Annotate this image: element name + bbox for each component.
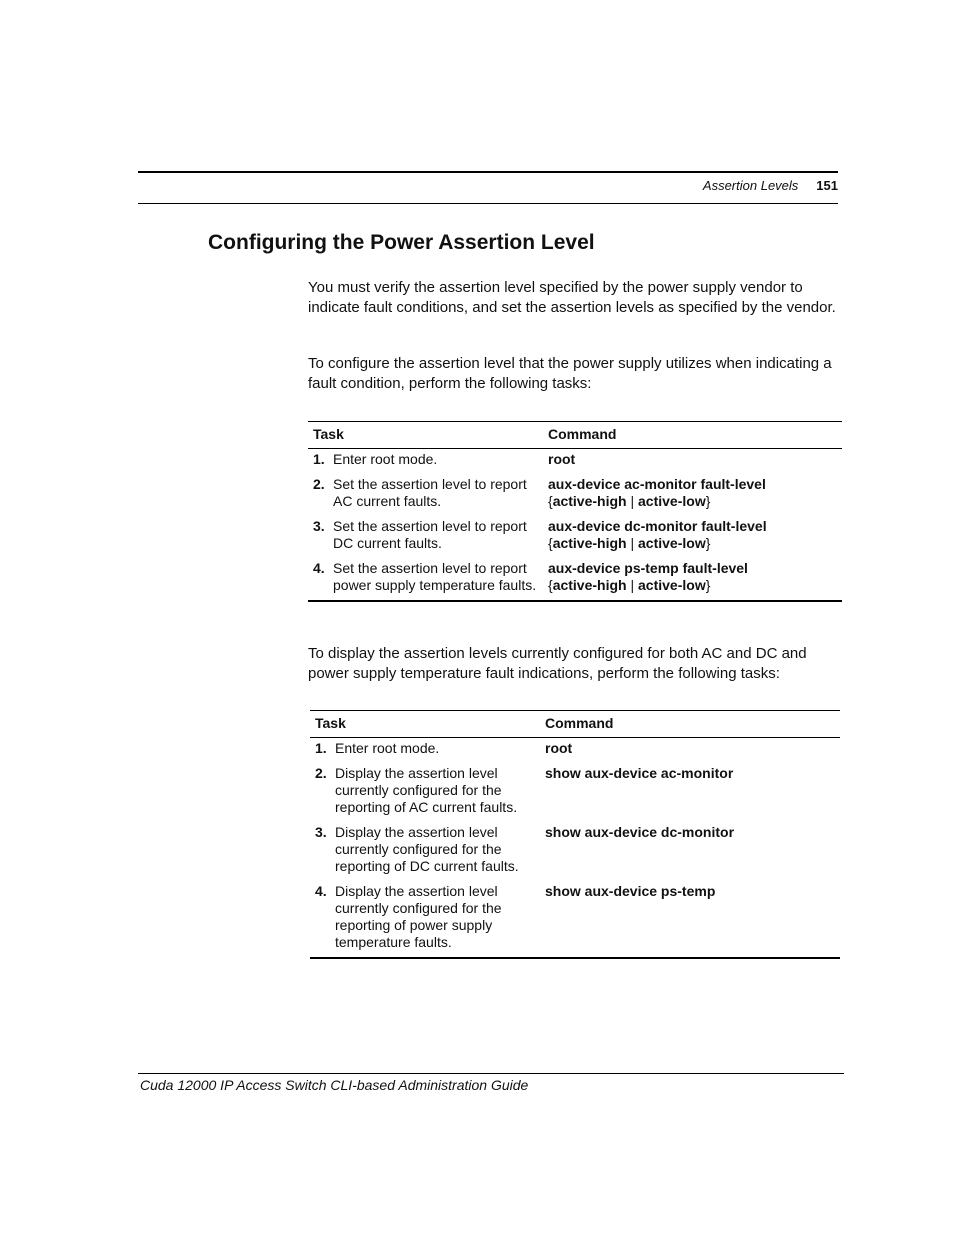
step-number: 2. — [315, 765, 327, 781]
step-number: 2. — [313, 476, 325, 492]
option-active-low: active-low — [638, 535, 706, 551]
configure-table — [308, 421, 842, 602]
command-options: {active-high | active-low} — [548, 535, 711, 551]
step-number: 3. — [315, 824, 327, 840]
command-text: show aux-device ac-monitor — [545, 765, 734, 781]
command-text: aux-device ac-monitor fault-level — [548, 476, 766, 492]
footer-rule — [138, 1073, 844, 1074]
table-row — [308, 476, 842, 518]
header-bottom-rule — [138, 203, 838, 204]
task-text: Display the assertion level currently configured for the reporting of power supply temperature faults. — [335, 883, 502, 950]
table-row — [308, 560, 842, 601]
running-header — [703, 178, 838, 193]
table-row — [310, 765, 840, 824]
task-text: Set the assertion level to report power supply temperature faults. — [333, 560, 537, 593]
step-number: 1. — [315, 740, 327, 756]
task-column-header: Task — [310, 711, 540, 738]
display-table — [310, 710, 840, 959]
step-number: 4. — [315, 883, 327, 899]
table-row — [310, 738, 840, 766]
option-active-high: active-high — [552, 493, 627, 509]
page-title: Configuring the Power Assertion Level — [208, 231, 595, 254]
option-active-high: active-high — [552, 535, 627, 551]
table-row — [308, 518, 842, 560]
command-options: {active-high | active-low} — [548, 493, 711, 509]
command-text: aux-device ps-temp fault-level — [548, 560, 748, 576]
task-text: Set the assertion level to report AC current faults. — [333, 476, 527, 509]
task-text: Display the assertion level currently configured for the reporting of AC current faults. — [335, 765, 518, 815]
step-number: 1. — [313, 451, 325, 467]
command-text: show aux-device dc-monitor — [545, 824, 735, 840]
option-active-low: active-low — [638, 493, 706, 509]
table-row — [310, 883, 840, 958]
command-text: show aux-device ps-temp — [545, 883, 716, 899]
command-column-header: Command — [543, 422, 842, 449]
command-text: aux-device dc-monitor fault-level — [548, 518, 767, 534]
intro-paragraph: You must verify the assertion level specified by the power supply vendor to indicate fault conditions, and set the assertion levels as specified by the vendor. — [308, 279, 836, 316]
command-options: {active-high | active-low} — [548, 577, 711, 593]
display-paragraph: To display the assertion levels currently configured for both AC and DC and power supply temperature fault indications, perform the following tasks: — [308, 645, 807, 682]
table-row — [310, 824, 840, 883]
footer-text: Cuda 12000 IP Access Switch CLI-based Administration Guide — [140, 1077, 529, 1093]
page-number: 151 — [816, 178, 838, 193]
task-text: Enter root mode. — [333, 451, 438, 467]
command-text: root — [545, 740, 573, 756]
task-text: Display the assertion level currently configured for the reporting of DC current faults. — [335, 824, 519, 874]
command-text: root — [548, 451, 576, 467]
command-column-header: Command — [540, 711, 840, 738]
option-active-low: active-low — [638, 577, 706, 593]
configure-paragraph: To configure the assertion level that the power supply utilizes when indicating a fault condition, perform the following tasks: — [308, 355, 832, 392]
option-active-high: active-high — [552, 577, 627, 593]
header-top-rule — [138, 171, 838, 173]
step-number: 3. — [313, 518, 325, 534]
table-row — [308, 449, 842, 477]
header-section: Assertion Levels — [702, 178, 799, 193]
step-number: 4. — [313, 560, 325, 576]
task-text: Set the assertion level to report DC current faults. — [333, 518, 527, 551]
task-text: Enter root mode. — [335, 740, 440, 756]
task-column-header: Task — [308, 422, 543, 449]
